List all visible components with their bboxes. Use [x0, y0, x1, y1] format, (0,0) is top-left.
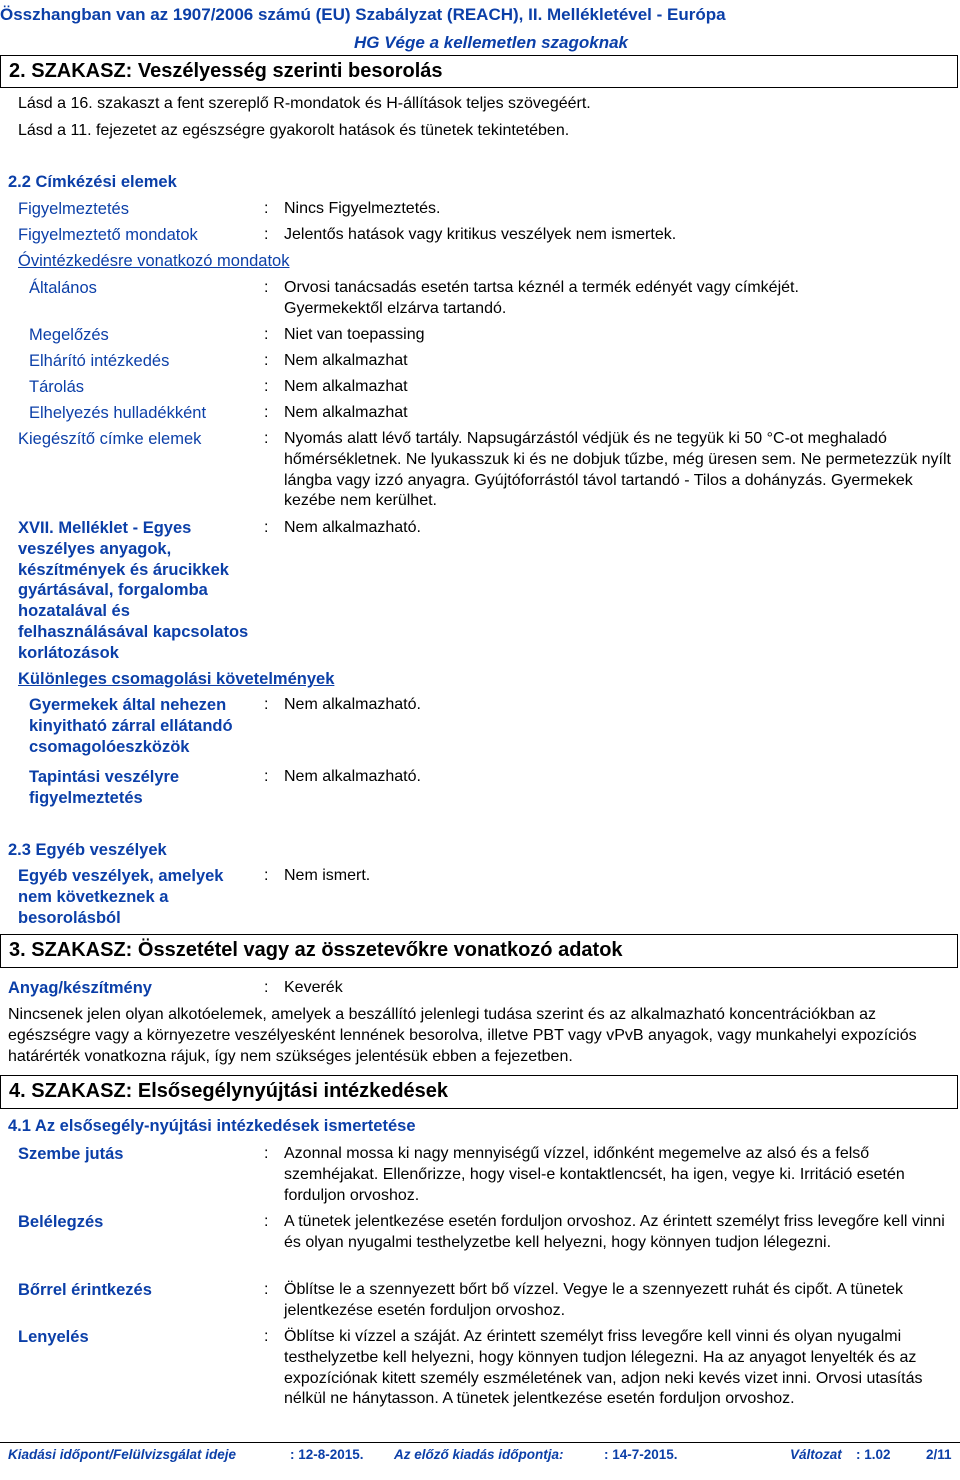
footer-version-label: Változat — [790, 1447, 842, 1462]
footer — [8, 1447, 956, 1467]
colon: : — [264, 867, 269, 884]
subsection-2-2: 2.2 Címkézési elemek — [8, 173, 177, 191]
section2-note-1: Lásd a 16. szakaszt a fent szereplő R-mondatok és H-állítások teljes szövegéért. — [18, 95, 591, 112]
label-eye-contact: Szembe jutás — [18, 1145, 124, 1163]
label-signal-word: Figyelmeztetés — [18, 200, 129, 218]
colon: : — [264, 1145, 269, 1162]
label-substance: Anyag/készítmény — [8, 979, 152, 997]
value-child-resistant: Nem alkalmazható. — [284, 696, 421, 713]
section3-paragraph: Nincsenek jelen olyan alkotóelemek, amelyek a beszállító jelenlegi tudása szerint és az alkalmazható koncentrációkban az egészségre vagy a környezetre veszélyesként lennének besorolva, illetve PBT vagy vPvB anyagok, vagy munkahelyi expozíciós határérték vonatkozna rájuk, így nem szükséges jelentésük ebben a fejezetben. — [8, 1006, 917, 1065]
value-hazard-statements: Jelentős hatások vagy kritikus veszélyek nem ismertek. — [284, 226, 677, 243]
colon: : — [264, 200, 269, 217]
value-substance: Keverék — [284, 979, 343, 996]
subsection-4-1: 4.1 Az elsősegély-nyújtási intézkedések ismertetése — [8, 1117, 416, 1135]
packaging-heading: Különleges csomagolási követelmények — [18, 670, 335, 688]
footer-version-value: : 1.02 — [856, 1447, 891, 1462]
value-supplementary: Nyomás alatt lévő tartály. Napsugárzástól védjük és ne tegyük ki 50 °C-ot meghaladó hőmérsékletnek. Ne lyukasszuk ki és ne dobjuk tűzbe, még üresen sem. Ne permetezzük nyílt lángba vagy izzó anyagra. Gyújtóforrástól távol tartandó - Tilos a dohányzás. Gyermekek kezébe nem kerülhet. — [284, 430, 951, 510]
colon: : — [264, 279, 269, 296]
label-other-hazards: Egyéb veszélyek, amelyek nem következnek a besorolásból — [18, 867, 224, 927]
value-skin-contact: Öblítse le a szennyezett bőrt bő vízzel. Vegye le a szennyezett ruhát és cipőt. A tünetek jelentkezése esetén forduljon orvoshoz. — [284, 1281, 904, 1319]
value-ingestion: Öblítse ki vízzel a száját. Az érintett személyt friss levegőre kell vinni és olyan nyugalmi testhelyzetbe kell helyezni, hogy könnyen tudjon lélegezni. Ha az anyagot lenyelték és az expozíciónak kitett személy eszméletének van, adjon neki kevés vizet inni. Orvosi utasítás nélkül ne hánytasson. A tünetek jelentkezése esetén forduljon orvoshoz. — [284, 1328, 923, 1408]
footer-page: 2/11 — [926, 1447, 952, 1462]
subsection-2-3: 2.3 Egyéb veszélyek — [8, 841, 167, 859]
footer-issue-value: : 12-8-2015. — [290, 1447, 364, 1462]
section3-heading: 3. SZAKASZ: Összetétel vagy az összetevőkre vonatkozó adatok — [0, 934, 958, 968]
value-inhalation: A tünetek jelentkezése esetén forduljon orvoshoz. Az érintett személyt friss levegőre kell vinni és olyan nyugalmi testhelyzetbe kell helyezni, hogy könnyen tudjon lélegezni. — [284, 1213, 945, 1251]
label-response: Elhárító intézkedés — [29, 352, 170, 370]
value-storage: Nem alkalmazhat — [284, 378, 408, 395]
colon: : — [264, 519, 269, 536]
footer-prev-value: : 14-7-2015. — [604, 1447, 678, 1462]
value-tactile-warning: Nem alkalmazható. — [284, 768, 421, 785]
label-tactile-warning: Tapintási veszélyre figyelmeztetés — [29, 768, 180, 807]
label-storage: Tárolás — [29, 378, 85, 396]
precaution-heading: Óvintézkedésre vonatkozó mondatok — [18, 252, 290, 270]
value-other-hazards: Nem ismert. — [284, 867, 371, 884]
colon: : — [264, 1328, 269, 1345]
colon: : — [264, 404, 269, 421]
colon: : — [264, 226, 269, 243]
label-annex-xvii: XVII. Melléklet - Egyes veszélyes anyagok, készítmények és árucikkek gyártásával, forgalomba hozatalával és felhasználásával kapcsolatos korlátozások — [18, 519, 249, 662]
label-inhalation: Belélegzés — [18, 1213, 104, 1231]
label-supplementary: Kiegészítő címke elemek — [18, 430, 202, 448]
document-title: Összhangban van az 1907/2006 számú (EU) Szabályzat (REACH), II. Mellékletével - Európa — [0, 5, 726, 24]
value-eye-contact: Azonnal mossa ki nagy mennyiségű vízzel, időnként megemelve az alsó és a felső szemhéjakat. Ellenőrizze, hogy visel-e kontaktlencsét, ha igen, vegye ki. Irritáció esetén forduljon orvoshoz. — [284, 1145, 905, 1204]
label-hazard-statements: Figyelmeztető mondatok — [18, 226, 198, 244]
value-disposal: Nem alkalmazhat — [284, 404, 408, 421]
footer-issue-label: Kiadási időpont/Felülvizsgálat ideje — [8, 1447, 237, 1462]
label-general: Általános — [29, 279, 97, 297]
footer-divider — [0, 1442, 960, 1443]
value-general: Orvosi tanácsadás esetén tartsa kéznél a termék edényét vagy címkéjét. Gyermekektől elzárva tartandó. — [284, 279, 799, 317]
label-skin-contact: Bőrrel érintkezés — [18, 1281, 152, 1299]
colon: : — [264, 696, 269, 713]
colon: : — [264, 430, 269, 447]
value-annex-xvii: Nem alkalmazható. — [284, 519, 421, 536]
footer-prev-label: Az előző kiadás időpontja: — [394, 1447, 564, 1462]
colon: : — [264, 979, 269, 996]
colon: : — [264, 378, 269, 395]
label-prevention: Megelőzés — [29, 326, 109, 344]
label-ingestion: Lenyelés — [18, 1328, 89, 1346]
section2-heading: 2. SZAKASZ: Veszélyesség szerinti besorolás — [0, 55, 958, 88]
value-response: Nem alkalmazhat — [284, 352, 408, 369]
colon: : — [264, 352, 269, 369]
colon: : — [264, 1213, 269, 1230]
colon: : — [264, 1281, 269, 1298]
value-prevention: Niet van toepassing — [284, 326, 425, 343]
value-signal-word: Nincs Figyelmeztetés. — [284, 200, 441, 217]
label-disposal: Elhelyezés hulladékként — [29, 404, 207, 422]
section2-note-2: Lásd a 11. fejezetet az egészségre gyakorolt hatások és tünetek tekintetében. — [18, 122, 570, 139]
colon: : — [264, 768, 269, 785]
label-child-resistant: Gyermekek által nehezen kinyitható zárral ellátandó csomagolóeszközök — [29, 696, 233, 756]
colon: : — [264, 326, 269, 343]
section4-heading: 4. SZAKASZ: Elsősegélynyújtási intézkedések — [0, 1075, 958, 1109]
product-name: HG Vége a kellemetlen szagoknak — [353, 33, 628, 52]
